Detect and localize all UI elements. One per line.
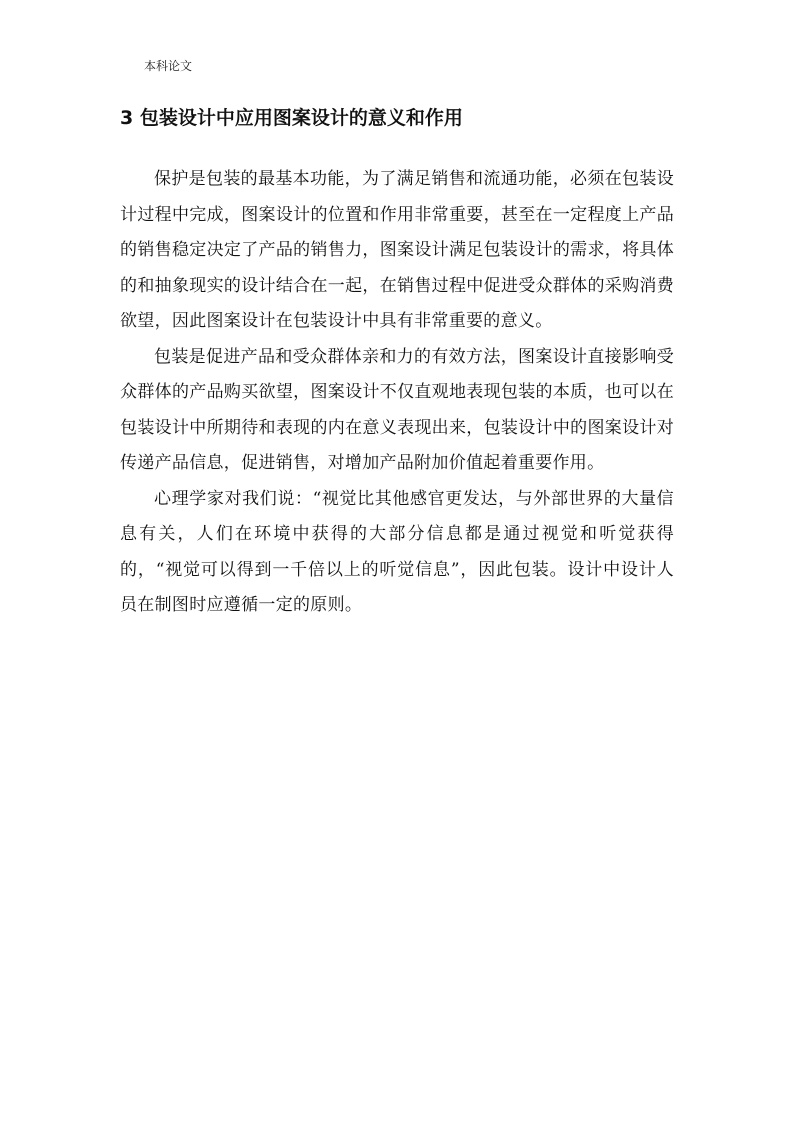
- section-title: 3 包装设计中应用图案设计的意义和作用: [120, 107, 463, 129]
- running-header: 本科论文: [144, 59, 193, 73]
- paragraph-2: 包装是促进产品和受众群体亲和力的有效方法，图案设计直接影响受众群体的产品购买欲望，图案设计不仅直观地表现包装的本质，也可以在包装设计中所期待和表现的内在意义表现出来，包装设计中的图案设计对传递产品信息，促进销售，对增加产品附加价值起着重要作用。: [120, 346, 674, 473]
- paragraph-1: 保护是包装的最基本功能，为了满足销售和流通功能，必须在包装设计过程中完成，图案设计的位置和作用非常重要，甚至在一定程度上产品的销售稳定决定了产品的销售力，图案设计满足包装设计的需求，将具体的和抽象现实的设计结合在一起，在销售过程中促进受众群体的采购消费欲望，因此图案设计在包装设计中具有非常重要的意义。: [120, 169, 674, 331]
- body-text: [120, 162, 674, 624]
- paragraph-3: 心理学家对我们说：“视觉比其他感官更发达，与外部世界的大量信息有关，人们在环境中获得的大部分信息都是通过视觉和听觉获得的，“视觉可以得到一千倍以上的听觉信息”，因此包装。设计中设计人员在制图时应遵循一定的原则。: [120, 488, 674, 615]
